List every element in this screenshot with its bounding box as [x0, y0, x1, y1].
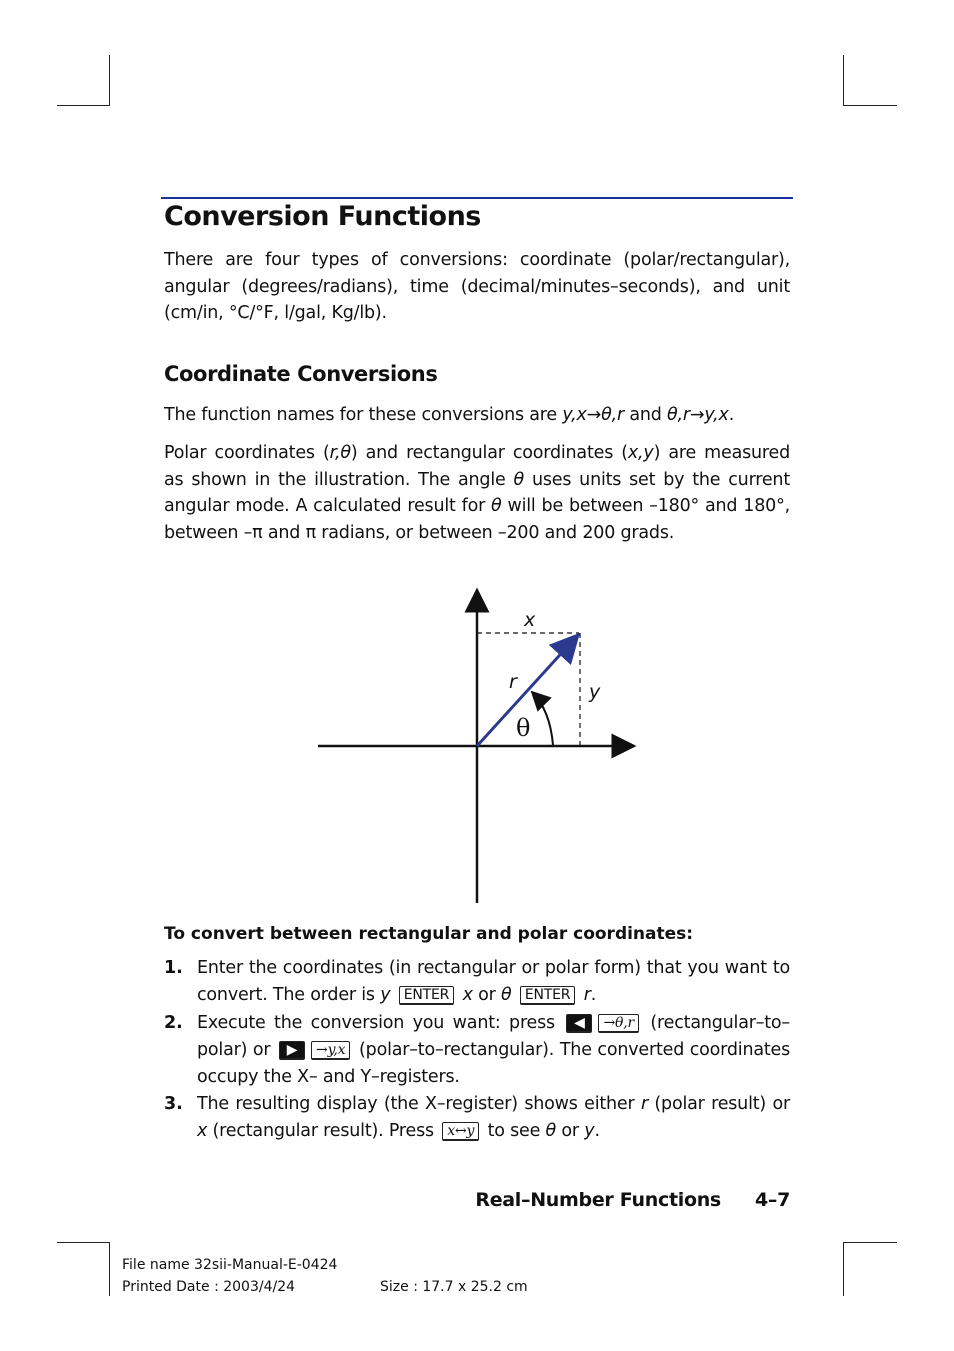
crop-mark — [843, 1242, 897, 1243]
step-2: 2. Execute the conversion you want: press ◀ →θ,r (rectangular–to–polar) or ▶ →y,x (polar–to–rectangular). The converted coordinates occupy the X– and Y–registers. — [164, 1013, 791, 1087]
theta-label: θ — [516, 714, 531, 742]
y-label: y — [589, 681, 601, 703]
step-1: 1. Enter the coordinates (in rectangular or polar form) that you want to convert. The order is y ENTER x or θ ENTER r. — [164, 958, 790, 1005]
enter-key[interactable]: ENTER — [520, 986, 575, 1005]
coordinate-diagram — [300, 580, 640, 910]
to-polar-key[interactable]: →θ,r — [598, 1014, 639, 1033]
intro-paragraph: There are four types of conversions: coordinate (polar/rectangular), angular (degrees/radians), time (decimal/minutes–seconds), and unit (cm/in, °C/°F, l/gal, Kg/lb). — [164, 250, 790, 323]
to-rectangular-key[interactable]: →y,x — [311, 1041, 350, 1060]
x-label: x — [524, 609, 536, 631]
r-label: r — [509, 671, 517, 693]
file-name: File name 32sii-Manual-E-0424 — [122, 1257, 338, 1273]
left-shift-key-icon[interactable]: ◀ — [566, 1014, 592, 1033]
crop-mark — [843, 55, 844, 105]
crop-mark — [843, 105, 897, 106]
page-footer — [475, 1189, 790, 1211]
chapter-name: Real–Number Functions — [475, 1189, 721, 1211]
enter-key[interactable]: ENTER — [399, 986, 454, 1005]
step-3: 3. The resulting display (the X–register) shows either r (polar result) or x (rectangular result). Press x↔y to see θ or y. — [164, 1094, 790, 1141]
section-rule — [161, 197, 793, 199]
theta-arc — [532, 692, 553, 745]
page-size: Size : 17.7 x 25.2 cm — [380, 1279, 528, 1295]
crop-mark — [109, 1242, 110, 1296]
crop-mark — [57, 1242, 110, 1243]
page-number: 4–7 — [754, 1189, 790, 1211]
section-title: Conversion Functions — [164, 201, 481, 232]
subsection-title: Coordinate Conversions — [164, 362, 438, 386]
polar-paragraph: Polar coordinates (r,θ) and rectangular coordinates (x,y) are measured as shown in the illustration. The angle θ uses units set by the current angular mode. A calculated result for θ will be between –180° and 180°, between –π and π radians, or between –200 and 200 grads. — [164, 443, 790, 543]
crop-mark — [109, 55, 110, 105]
right-shift-key-icon[interactable]: ▶ — [279, 1041, 305, 1060]
procedure-title: To convert between rectangular and polar coordinates: — [164, 924, 694, 944]
function-names-paragraph: The function names for these conversions are y,x→θ,r and θ,r→y,x. — [164, 405, 735, 425]
crop-mark — [843, 1242, 844, 1296]
printed-date: Printed Date : 2003/4/24 — [122, 1279, 296, 1295]
crop-mark — [57, 105, 110, 106]
swap-xy-key[interactable]: x↔y — [442, 1122, 479, 1141]
